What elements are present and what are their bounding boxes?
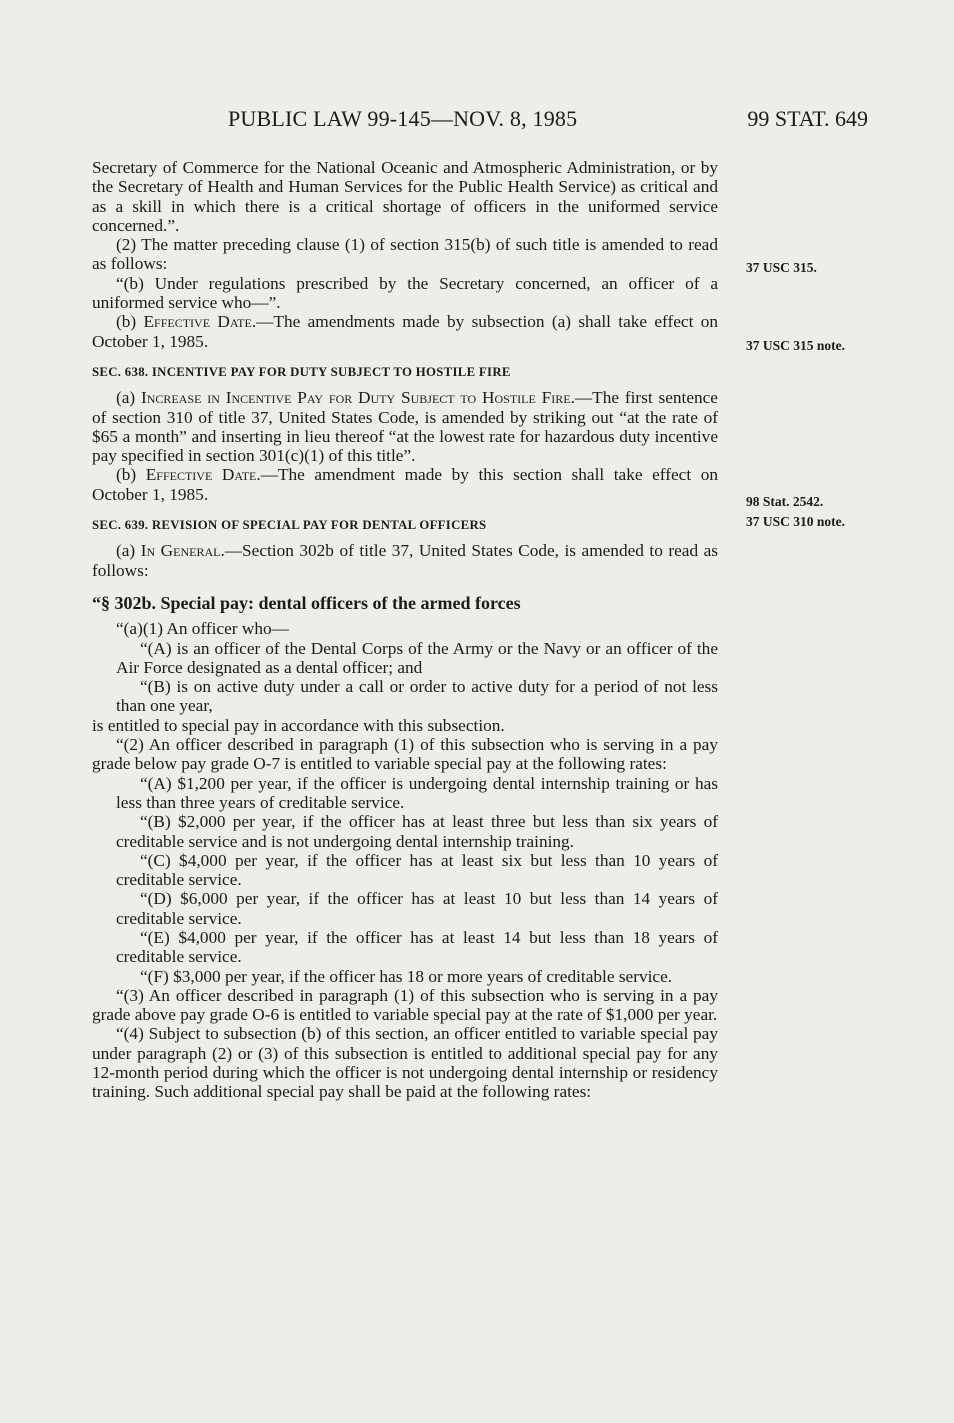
subsection-label: (b): [116, 465, 146, 485]
paragraph: “(a)(1) An officer who—: [116, 619, 289, 639]
paragraph: [92, 388, 718, 465]
margin-note: 37 USC 315 note.: [746, 338, 846, 353]
public-law-heading: PUBLIC LAW 99-145—NOV. 8, 1985: [228, 106, 578, 131]
stat-page-number: 99 STAT. 649: [747, 106, 868, 131]
paragraph: “(2) An officer described in paragraph (1) of this subsection who is serving in a pay grade below pay grade O-7 is entitled to variable special pay at the following rates:: [92, 735, 718, 774]
paragraph: “(B) is on active duty under a call or order to active duty for a period of not less than one year,: [116, 677, 718, 716]
paragraph-text: —Section 302b of title 37, United States Code, is amended to read as follows:: [92, 541, 718, 580]
paragraph: (2) The matter preceding clause (1) of section 315(b) of such title is amended to read as follows:: [92, 235, 718, 274]
subsection-label: (a): [116, 541, 141, 561]
paragraph-text: —The amendment made by this section shall take effect on October 1, 1985.: [92, 465, 718, 504]
paragraph: “(B) $2,000 per year, if the officer has at least three but less than six years of creditable service and is not undergoing dental internship training.: [116, 812, 718, 851]
section-heading-302b: “§ 302b. Special pay: dental officers of the armed forces: [92, 592, 521, 613]
subsection-heading: In General.: [140, 541, 225, 561]
subsection-heading: Effective Date.: [143, 312, 257, 332]
paragraph: “(A) $1,200 per year, if the officer is undergoing dental internship training or has less than three years of creditable service.: [116, 773, 718, 812]
paragraph: “(3) An officer described in paragraph (1) of this subsection who is serving in a pay grade above pay grade O-6 is entitled to variable special pay at the rate of $1,000 per year.: [92, 985, 718, 1025]
paragraph-text: —The amendments made by subsection (a) shall take effect on October 1, 1985.: [92, 312, 718, 351]
paragraph: “(F) $3,000 per year, if the officer has 18 or more years of creditable service.: [140, 966, 673, 986]
paragraph: Secretary of Commerce for the National Oceanic and Atmospheric Administration, or by the Secretary of Health and Human Services for the Public Health Service) as critical and as a skill in which there is a critical shortage of officers in the uniformed service concerned.”.: [92, 158, 718, 235]
margin-note: 37 USC 310 note.: [746, 514, 846, 529]
paragraph: “(4) Subject to subsection (b) of this section, an officer entitled to variable special pay under paragraph (2) or (3) of this subsection is entitled to additional special pay for any 12-month period during which the officer is not undergoing dental internship or residency training. Such additional special pay shall be paid at the following rates:: [92, 1024, 718, 1102]
paragraph: [92, 541, 718, 580]
section-title-638: SEC. 638. INCENTIVE PAY FOR DUTY SUBJECT TO HOSTILE FIRE: [92, 364, 511, 379]
paragraph: “(D) $6,000 per year, if the officer has at least 10 but less than 14 years of creditable service.: [116, 889, 718, 928]
subsection-heading: Increase in Incentive Pay for Duty Subject to Hostile Fire.: [141, 388, 575, 408]
subsection-label: (a): [116, 388, 141, 408]
paragraph: is entitled to special pay in accordance with this subsection.: [92, 715, 505, 735]
page-header: [228, 106, 868, 136]
paragraph: “(A) is an officer of the Dental Corps of the Army or the Navy or an officer of the Air Force designated as a dental officer; and: [116, 638, 718, 677]
paragraph: “(E) $4,000 per year, if the officer has at least 14 but less than 18 years of creditable service.: [116, 927, 718, 967]
margin-note: 98 Stat. 2542.: [746, 494, 824, 509]
margin-note: 37 USC 315.: [746, 260, 817, 275]
subsection-label: (b): [116, 312, 144, 332]
section-title-639: SEC. 639. REVISION OF SPECIAL PAY FOR DENTAL OFFICERS: [92, 518, 487, 533]
subsection-heading: Effective Date.: [145, 465, 261, 485]
paragraph: “(b) Under regulations prescribed by the Secretary concerned, an officer of a uniformed service who—”.: [92, 273, 718, 313]
paragraph-text: —The first sentence of section 310 of title 37, United States Code, is amended by striking out “at the rate of $65 a month” and inserting in lieu thereof “at the lowest rate for hazardous duty incentive pay specified in section 301(c)(1) of this title”.: [92, 388, 718, 466]
document-body: [92, 158, 718, 1102]
paragraph: [92, 312, 718, 351]
paragraph: [92, 465, 718, 504]
paragraph: “(C) $4,000 per year, if the officer has at least six but less than 10 years of creditable service.: [116, 850, 718, 890]
